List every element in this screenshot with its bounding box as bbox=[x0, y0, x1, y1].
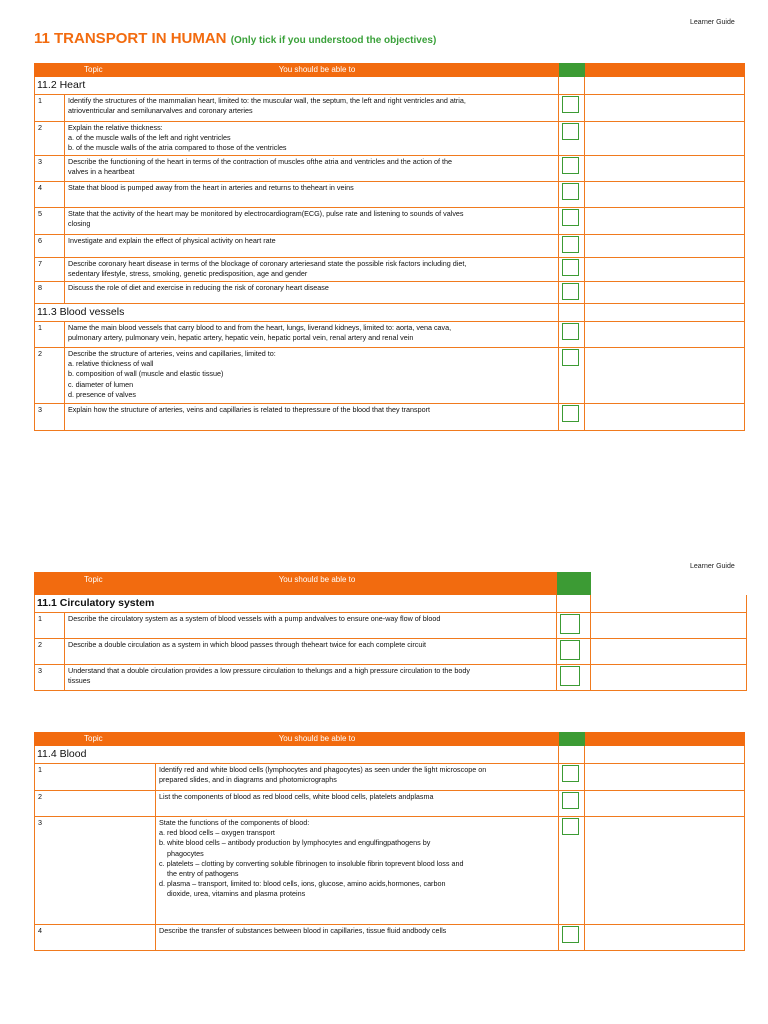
topic-header: Topic bbox=[84, 734, 103, 743]
tick-checkbox[interactable] bbox=[562, 765, 579, 782]
table-row bbox=[35, 664, 747, 690]
row-number: 2 bbox=[35, 638, 65, 664]
topic-header: Topic bbox=[84, 65, 103, 74]
objective-text: List the components of blood as red blood cells, white blood cells, platelets andplasma bbox=[156, 790, 559, 816]
table-header bbox=[35, 573, 747, 595]
objectives-table-heart-vessels bbox=[34, 63, 745, 431]
table-row bbox=[35, 321, 745, 347]
table-row bbox=[35, 257, 745, 281]
table-header bbox=[35, 733, 745, 746]
tick-checkbox[interactable] bbox=[562, 123, 579, 140]
section-heading-row bbox=[35, 303, 745, 321]
tick-checkbox[interactable] bbox=[562, 259, 579, 276]
section-heading: 11.4 Blood bbox=[35, 746, 559, 764]
tick-checkbox[interactable] bbox=[562, 792, 579, 809]
page-title bbox=[34, 30, 436, 47]
title-note: (Only tick if you understood the objectives) bbox=[230, 35, 437, 46]
tick-header bbox=[559, 64, 585, 77]
row-number: 8 bbox=[35, 281, 65, 303]
tick-checkbox[interactable] bbox=[560, 666, 580, 686]
row-number: 6 bbox=[35, 234, 65, 257]
topic-header: Topic bbox=[84, 575, 103, 584]
table-row bbox=[35, 612, 747, 638]
table-row bbox=[35, 281, 745, 303]
section-heading: 11.2 Heart bbox=[35, 77, 559, 95]
objective-text: Describe a double circulation as a system in which blood passes through theheart twice for each complete circuit bbox=[65, 638, 557, 664]
table-row bbox=[35, 790, 745, 816]
tick-checkbox[interactable] bbox=[560, 640, 580, 660]
table-row bbox=[35, 347, 745, 403]
row-number: 2 bbox=[35, 347, 65, 403]
row-number: 3 bbox=[35, 664, 65, 690]
row-number: 1 bbox=[35, 94, 65, 121]
row-number: 3 bbox=[35, 155, 65, 181]
objective-text: State that blood is pumped away from the heart in arteries and returns to theheart in veins bbox=[65, 181, 559, 207]
tick-header bbox=[559, 733, 585, 746]
row-number: 1 bbox=[35, 321, 65, 347]
objective-text: State that the activity of the heart may be monitored by electrocardiogram(ECG), pulse rate and listening to sounds of valves closing bbox=[65, 207, 559, 234]
row-number: 5 bbox=[35, 207, 65, 234]
table-row bbox=[35, 924, 745, 950]
objective-text: Explain the relative thickness: a. of the muscle walls of the left and right ventricles b. of the muscle walls of the atria compared to those of the ventricles bbox=[65, 121, 559, 155]
objective-text: Discuss the role of diet and exercise in reducing the risk of coronary heart disease bbox=[65, 281, 559, 303]
objective-header: You should be able to bbox=[278, 65, 356, 74]
objective-text: Describe the functioning of the heart in terms of the contraction of muscles ofthe atria and ventricles and the action of the valves in a heartbeat bbox=[65, 155, 559, 181]
objective-text: Describe the circulatory system as a system of blood vessels with a pump andvalves to ensure one-way flow of blood bbox=[65, 612, 557, 638]
table-row bbox=[35, 181, 745, 207]
objective-text: State the functions of the components of blood: a. red blood cells – oxygen transport b. white blood cells – antibody production by lymphocytes and engulfingpathogens by phagocytes c. platelets – clotting by converting soluble fibrinogen to insoluble fibrin toprevent blood loss and the entry of pathogens d. plasma – transport, limited to: blood cells, ions, glucose, amino acids,hormones, carbon dioxide, urea, vitamins and plasma proteins bbox=[156, 816, 559, 924]
learner-guide-label: Learner Guide bbox=[690, 563, 735, 570]
tick-checkbox[interactable] bbox=[562, 405, 579, 422]
row-number: 4 bbox=[35, 181, 65, 207]
tick-checkbox[interactable] bbox=[562, 926, 579, 943]
objective-text: Describe coronary heart disease in terms of the blockage of coronary arteriesand state the possible risk factors including diet, sedentary lifestyle, stress, smoking, genetic predisposition, age and gender bbox=[65, 257, 559, 281]
objective-text: Describe the structure of arteries, veins and capillaries, limited to: a. relative thickness of wall b. composition of wall (muscle and elastic tissue) c. diameter of lumen d. presence of valves bbox=[65, 347, 559, 403]
table-row bbox=[35, 234, 745, 257]
title-main: 11 TRANSPORT IN HUMAN bbox=[34, 30, 227, 47]
objective-header: You should be able to bbox=[278, 575, 356, 584]
section-heading: 11.1 Circulatory system bbox=[35, 595, 557, 613]
objective-text: Describe the transfer of substances between blood in capillaries, tissue fluid andbody cells bbox=[156, 924, 559, 950]
objectives-table-circulatory bbox=[34, 572, 747, 691]
table-row bbox=[35, 638, 747, 664]
table-row bbox=[35, 207, 745, 234]
table-row bbox=[35, 94, 745, 121]
row-number: 1 bbox=[35, 612, 65, 638]
tick-checkbox[interactable] bbox=[562, 96, 579, 113]
table-row bbox=[35, 155, 745, 181]
row-number: 3 bbox=[35, 403, 65, 430]
objective-text: Identify the structures of the mammalian heart, limited to: the muscular wall, the septum, the left and right ventricles and atria, atrioventricular and semilunarvalves and coronary arteries bbox=[65, 94, 559, 121]
tick-checkbox[interactable] bbox=[562, 323, 579, 340]
table-row bbox=[35, 121, 745, 155]
table-row bbox=[35, 403, 745, 430]
row-number: 4 bbox=[35, 924, 156, 950]
table-row bbox=[35, 816, 745, 924]
row-number: 7 bbox=[35, 257, 65, 281]
objective-text: Explain how the structure of arteries, veins and capillaries is related to thepressure of the blood that they transport bbox=[65, 403, 559, 430]
objective-text: Name the main blood vessels that carry blood to and from the heart, lungs, liverand kidneys, limited to: aorta, vena cava, pulmonary artery, pulmonary vein, hepatic artery, hepatic vein, hepatic portal vein, renal artery and renal vein bbox=[65, 321, 559, 347]
tick-checkbox[interactable] bbox=[562, 236, 579, 253]
section-heading-row bbox=[35, 746, 745, 764]
row-number: 2 bbox=[35, 790, 156, 816]
tick-header bbox=[557, 573, 591, 595]
section-heading: 11.3 Blood vessels bbox=[35, 303, 559, 321]
section-heading-row bbox=[35, 77, 745, 95]
tick-checkbox[interactable] bbox=[562, 157, 579, 174]
table-header bbox=[35, 64, 745, 77]
row-number: 3 bbox=[35, 816, 156, 924]
section-heading-row bbox=[35, 595, 747, 613]
objective-text: Identify red and white blood cells (lymphocytes and phagocytes) as seen under the light microscope on prepared slides, and in diagrams and photomicrographs bbox=[156, 763, 559, 790]
objective-text: Investigate and explain the effect of physical activity on heart rate bbox=[65, 234, 559, 257]
tick-checkbox[interactable] bbox=[562, 209, 579, 226]
tick-checkbox[interactable] bbox=[560, 614, 580, 634]
table-row bbox=[35, 763, 745, 790]
tick-checkbox[interactable] bbox=[562, 349, 579, 366]
objective-header: You should be able to bbox=[278, 734, 356, 743]
tick-checkbox[interactable] bbox=[562, 818, 579, 835]
row-number: 1 bbox=[35, 763, 156, 790]
objectives-table-blood bbox=[34, 732, 745, 951]
tick-checkbox[interactable] bbox=[562, 283, 579, 300]
objective-text: Understand that a double circulation provides a low pressure circulation to thelungs and a high pressure circulation to the body tissues bbox=[65, 664, 557, 690]
tick-checkbox[interactable] bbox=[562, 183, 579, 200]
learner-guide-label: Learner Guide bbox=[690, 19, 735, 26]
row-number: 2 bbox=[35, 121, 65, 155]
